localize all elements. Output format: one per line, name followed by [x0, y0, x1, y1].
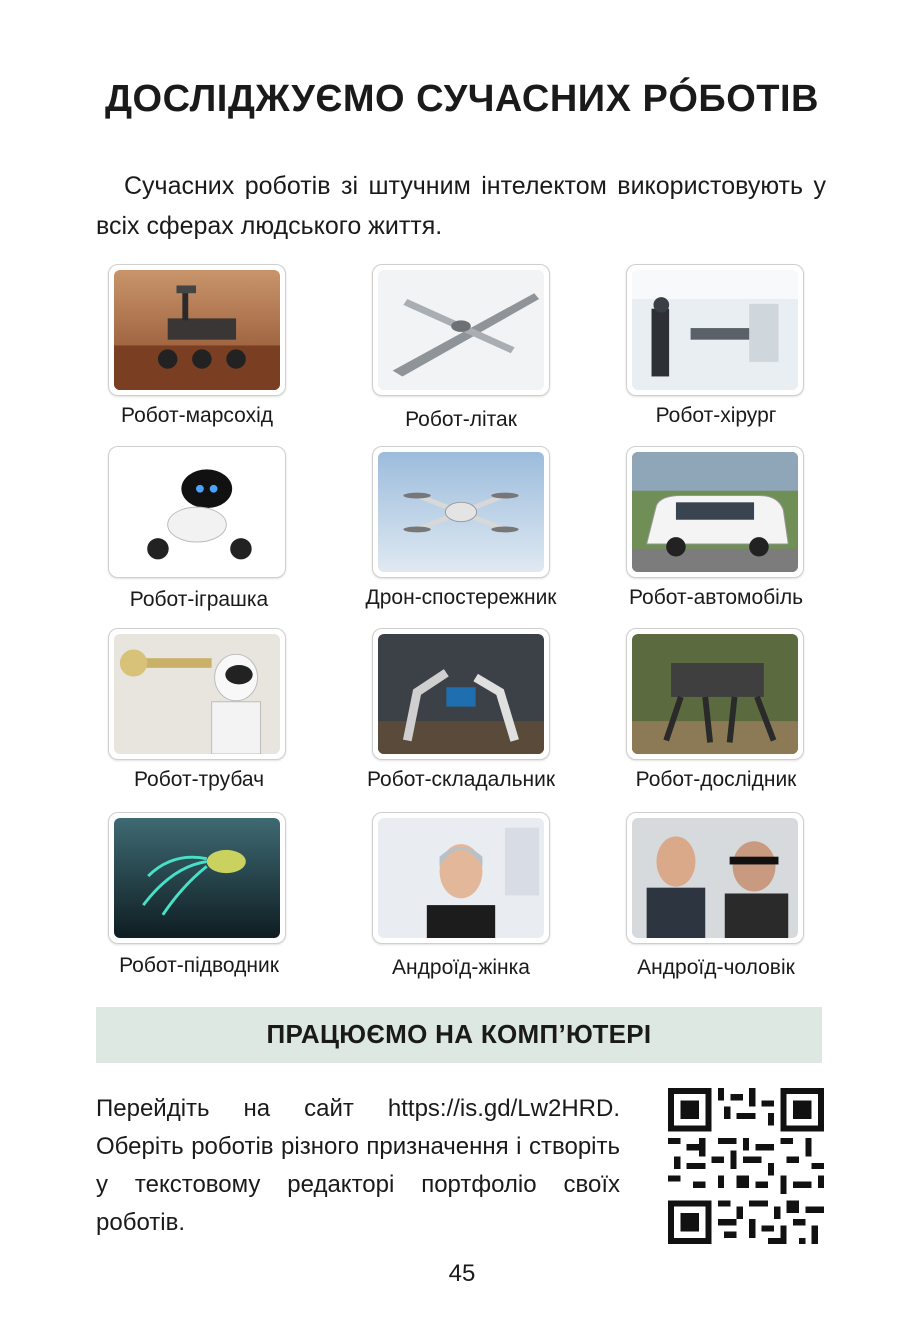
robot-caption: Робот-трубач: [133, 768, 265, 791]
robot-card: [108, 628, 286, 760]
task-text: Перейдіть на сайт https://is.gd/Lw2HRD. Оберіть роботів різного призначення і створіть у текстовому редакторі портфоліо своїх роботів.: [96, 1095, 620, 1236]
robot-caption: Дрон-спостережник: [365, 586, 557, 609]
robot-card: [626, 812, 804, 944]
assembly-robot-image: [378, 634, 544, 754]
robot-caption: Андроїд-жінка: [392, 956, 530, 979]
robot-card: [626, 264, 804, 396]
robot-caption: Робот-хірург: [655, 404, 777, 427]
robot-card: [372, 812, 550, 944]
quadcopter-image: [378, 452, 544, 572]
robot-caption: Робот-марсохід: [120, 404, 273, 427]
page-number: 45: [448, 1260, 476, 1287]
robot-caption: Андроїд-чоловік: [637, 956, 795, 979]
robot-caption: Робот-літак: [405, 408, 517, 431]
self-driving-car-image: [632, 452, 798, 572]
legged-robot-image: [632, 634, 798, 754]
section-title: ПРАЦЮЄМО НА КОМП’ЮТЕРІ: [266, 1019, 652, 1049]
robot-caption: Робот-іграшка: [129, 588, 269, 611]
robot-card: [108, 264, 286, 396]
robot-card: [626, 446, 804, 578]
robot-caption: Робот-складальник: [366, 768, 556, 791]
section-band: [96, 1007, 822, 1063]
robot-card: [372, 628, 550, 760]
toy-robot-dog-image: [114, 452, 280, 572]
qr-code-icon: [668, 1088, 824, 1244]
trumpet-robot-image: [114, 634, 280, 754]
surgical-robot-image: [632, 270, 798, 390]
robot-caption: Робот-підводник: [119, 954, 279, 977]
robot-card: [372, 446, 550, 578]
robot-card: [626, 628, 804, 760]
robot-card: [108, 446, 286, 578]
female-android-image: [378, 818, 544, 938]
robot-caption: Робот-автомобіль: [628, 586, 804, 609]
underwater-robot-image: [114, 818, 280, 938]
mars-rover-image: [114, 270, 280, 390]
robot-card: [372, 264, 550, 396]
robot-card: [108, 812, 286, 944]
drone-plane-image: [378, 270, 544, 390]
robot-caption: Робот-дослідник: [635, 768, 797, 791]
intro-paragraph: Сучасних роботів зі штучним інтелектом використовують у всіх сферах людського життя.: [96, 172, 826, 240]
page-title: ДОСЛІДЖУЄМО СУЧАСНИХ РÓБОТІВ: [104, 78, 819, 120]
male-android-image: [632, 818, 798, 938]
